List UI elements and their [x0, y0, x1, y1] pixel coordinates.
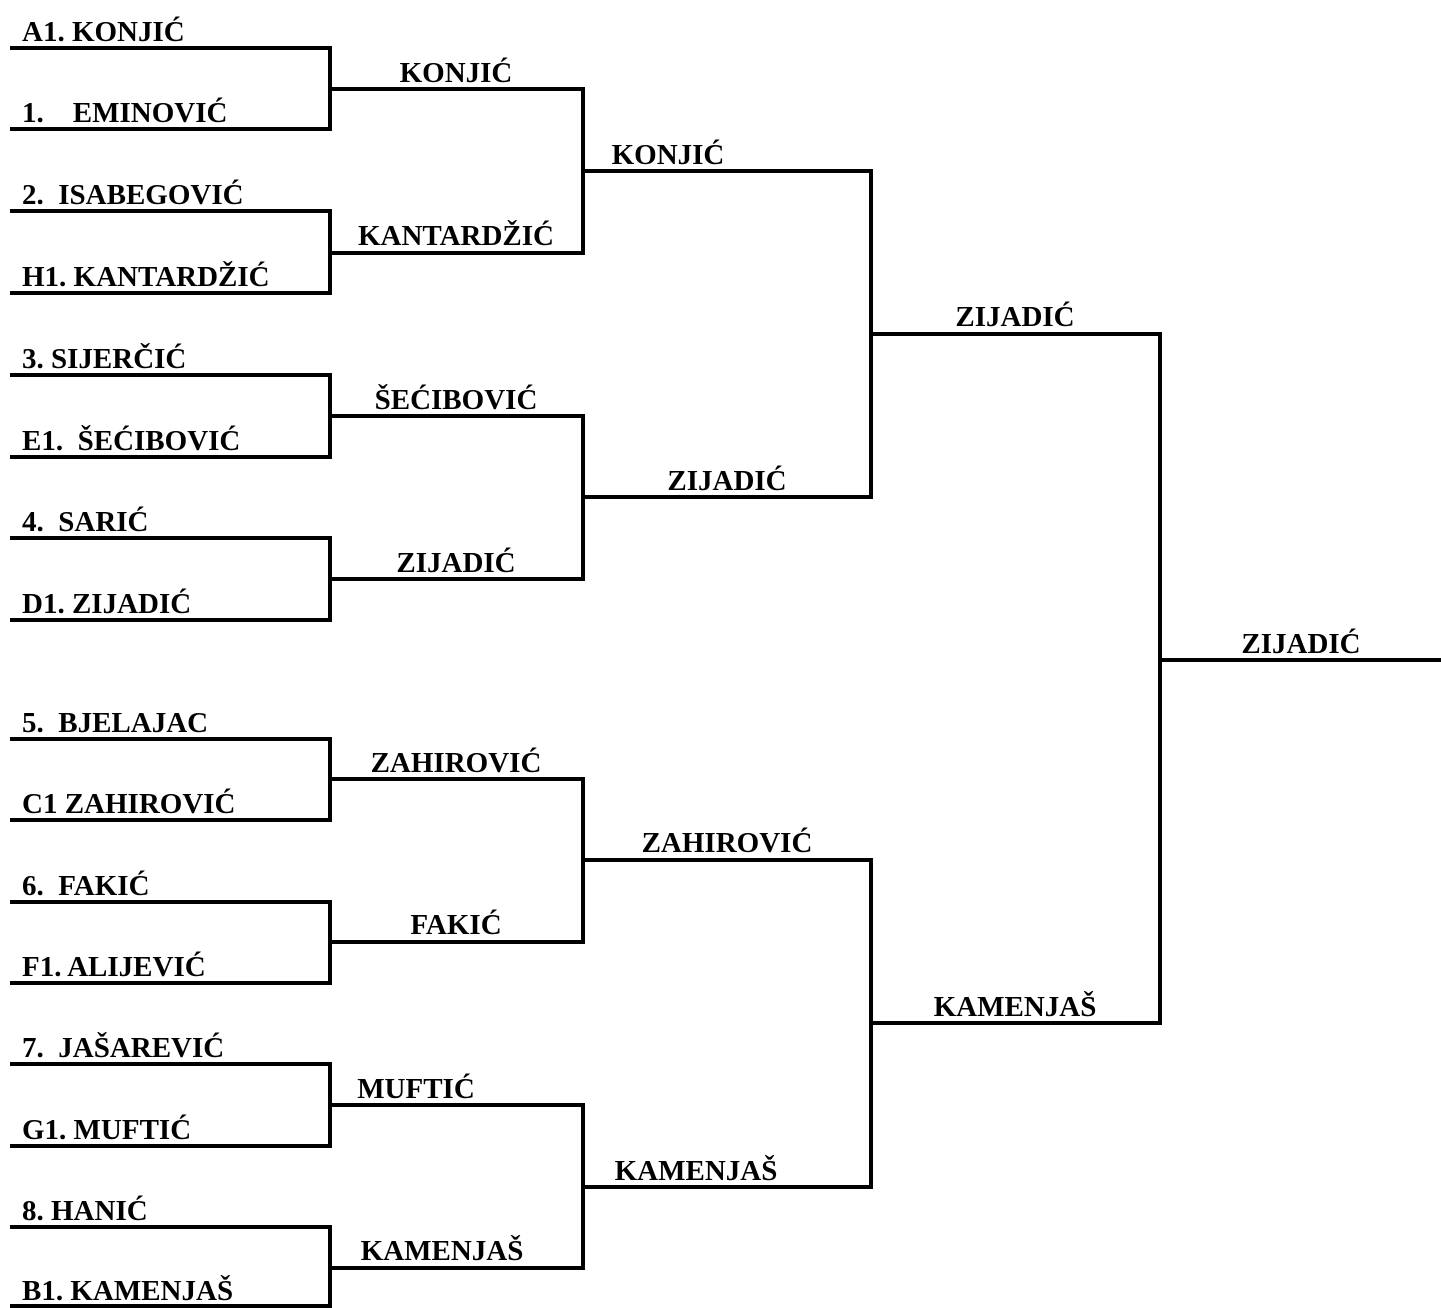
player-name: E1. ŠEĆIBOVIĆ — [22, 425, 241, 457]
player-name: B1. KAMENJAŠ — [22, 1275, 234, 1307]
player-name: 6. FAKIĆ — [22, 870, 150, 902]
player-name: 8. HANIĆ — [22, 1195, 148, 1227]
round2-winner: KANTARDŽIĆ — [357, 220, 555, 252]
round2-winner: MUFTIĆ — [357, 1073, 475, 1105]
player-name: 4. SARIĆ — [22, 506, 149, 538]
round4-winner: KAMENJAŠ — [933, 991, 1097, 1023]
round3-winner: KAMENJAŠ — [614, 1155, 778, 1187]
player-name: 7. JAŠAREVIĆ — [22, 1032, 225, 1064]
round2-winner: KAMENJAŠ — [360, 1235, 524, 1267]
player-name: H1. KANTARDŽIĆ — [22, 261, 270, 293]
player-name: C1 ZAHIROVIĆ — [22, 788, 236, 820]
round2-winner: ZIJADIĆ — [396, 547, 516, 579]
round2-winner: ŠEĆIBOVIĆ — [374, 384, 538, 416]
round2 — [330, 56, 583, 1268]
round2-winner: ZAHIROVIĆ — [370, 747, 542, 779]
player-name: A1. KONJIĆ — [22, 16, 185, 48]
round3 — [583, 138, 871, 1187]
player-name: D1. ZIJADIĆ — [22, 588, 192, 620]
round1 — [12, 15, 330, 1307]
player-name: G1. MUFTIĆ — [22, 1114, 192, 1146]
round4 — [871, 300, 1160, 1023]
final — [1160, 627, 1439, 660]
player-name: F1. ALIJEVIĆ — [22, 951, 206, 983]
player-name: 2. ISABEGOVIĆ — [22, 179, 244, 211]
player-name: 1. EMINOVIĆ — [22, 97, 228, 129]
round3-winner: ZIJADIĆ — [667, 465, 787, 497]
round2-winner: FAKIĆ — [410, 909, 502, 941]
round2-winner: KONJIĆ — [399, 57, 513, 89]
round3-winner: KONJIĆ — [611, 139, 725, 171]
round4-winner: ZIJADIĆ — [955, 301, 1075, 333]
player-name: 5. BJELAJAC — [22, 707, 209, 739]
champion-name: ZIJADIĆ — [1241, 628, 1361, 660]
player-name: 3. SIJERČIĆ — [22, 343, 187, 375]
round3-winner: ZAHIROVIĆ — [641, 827, 813, 859]
